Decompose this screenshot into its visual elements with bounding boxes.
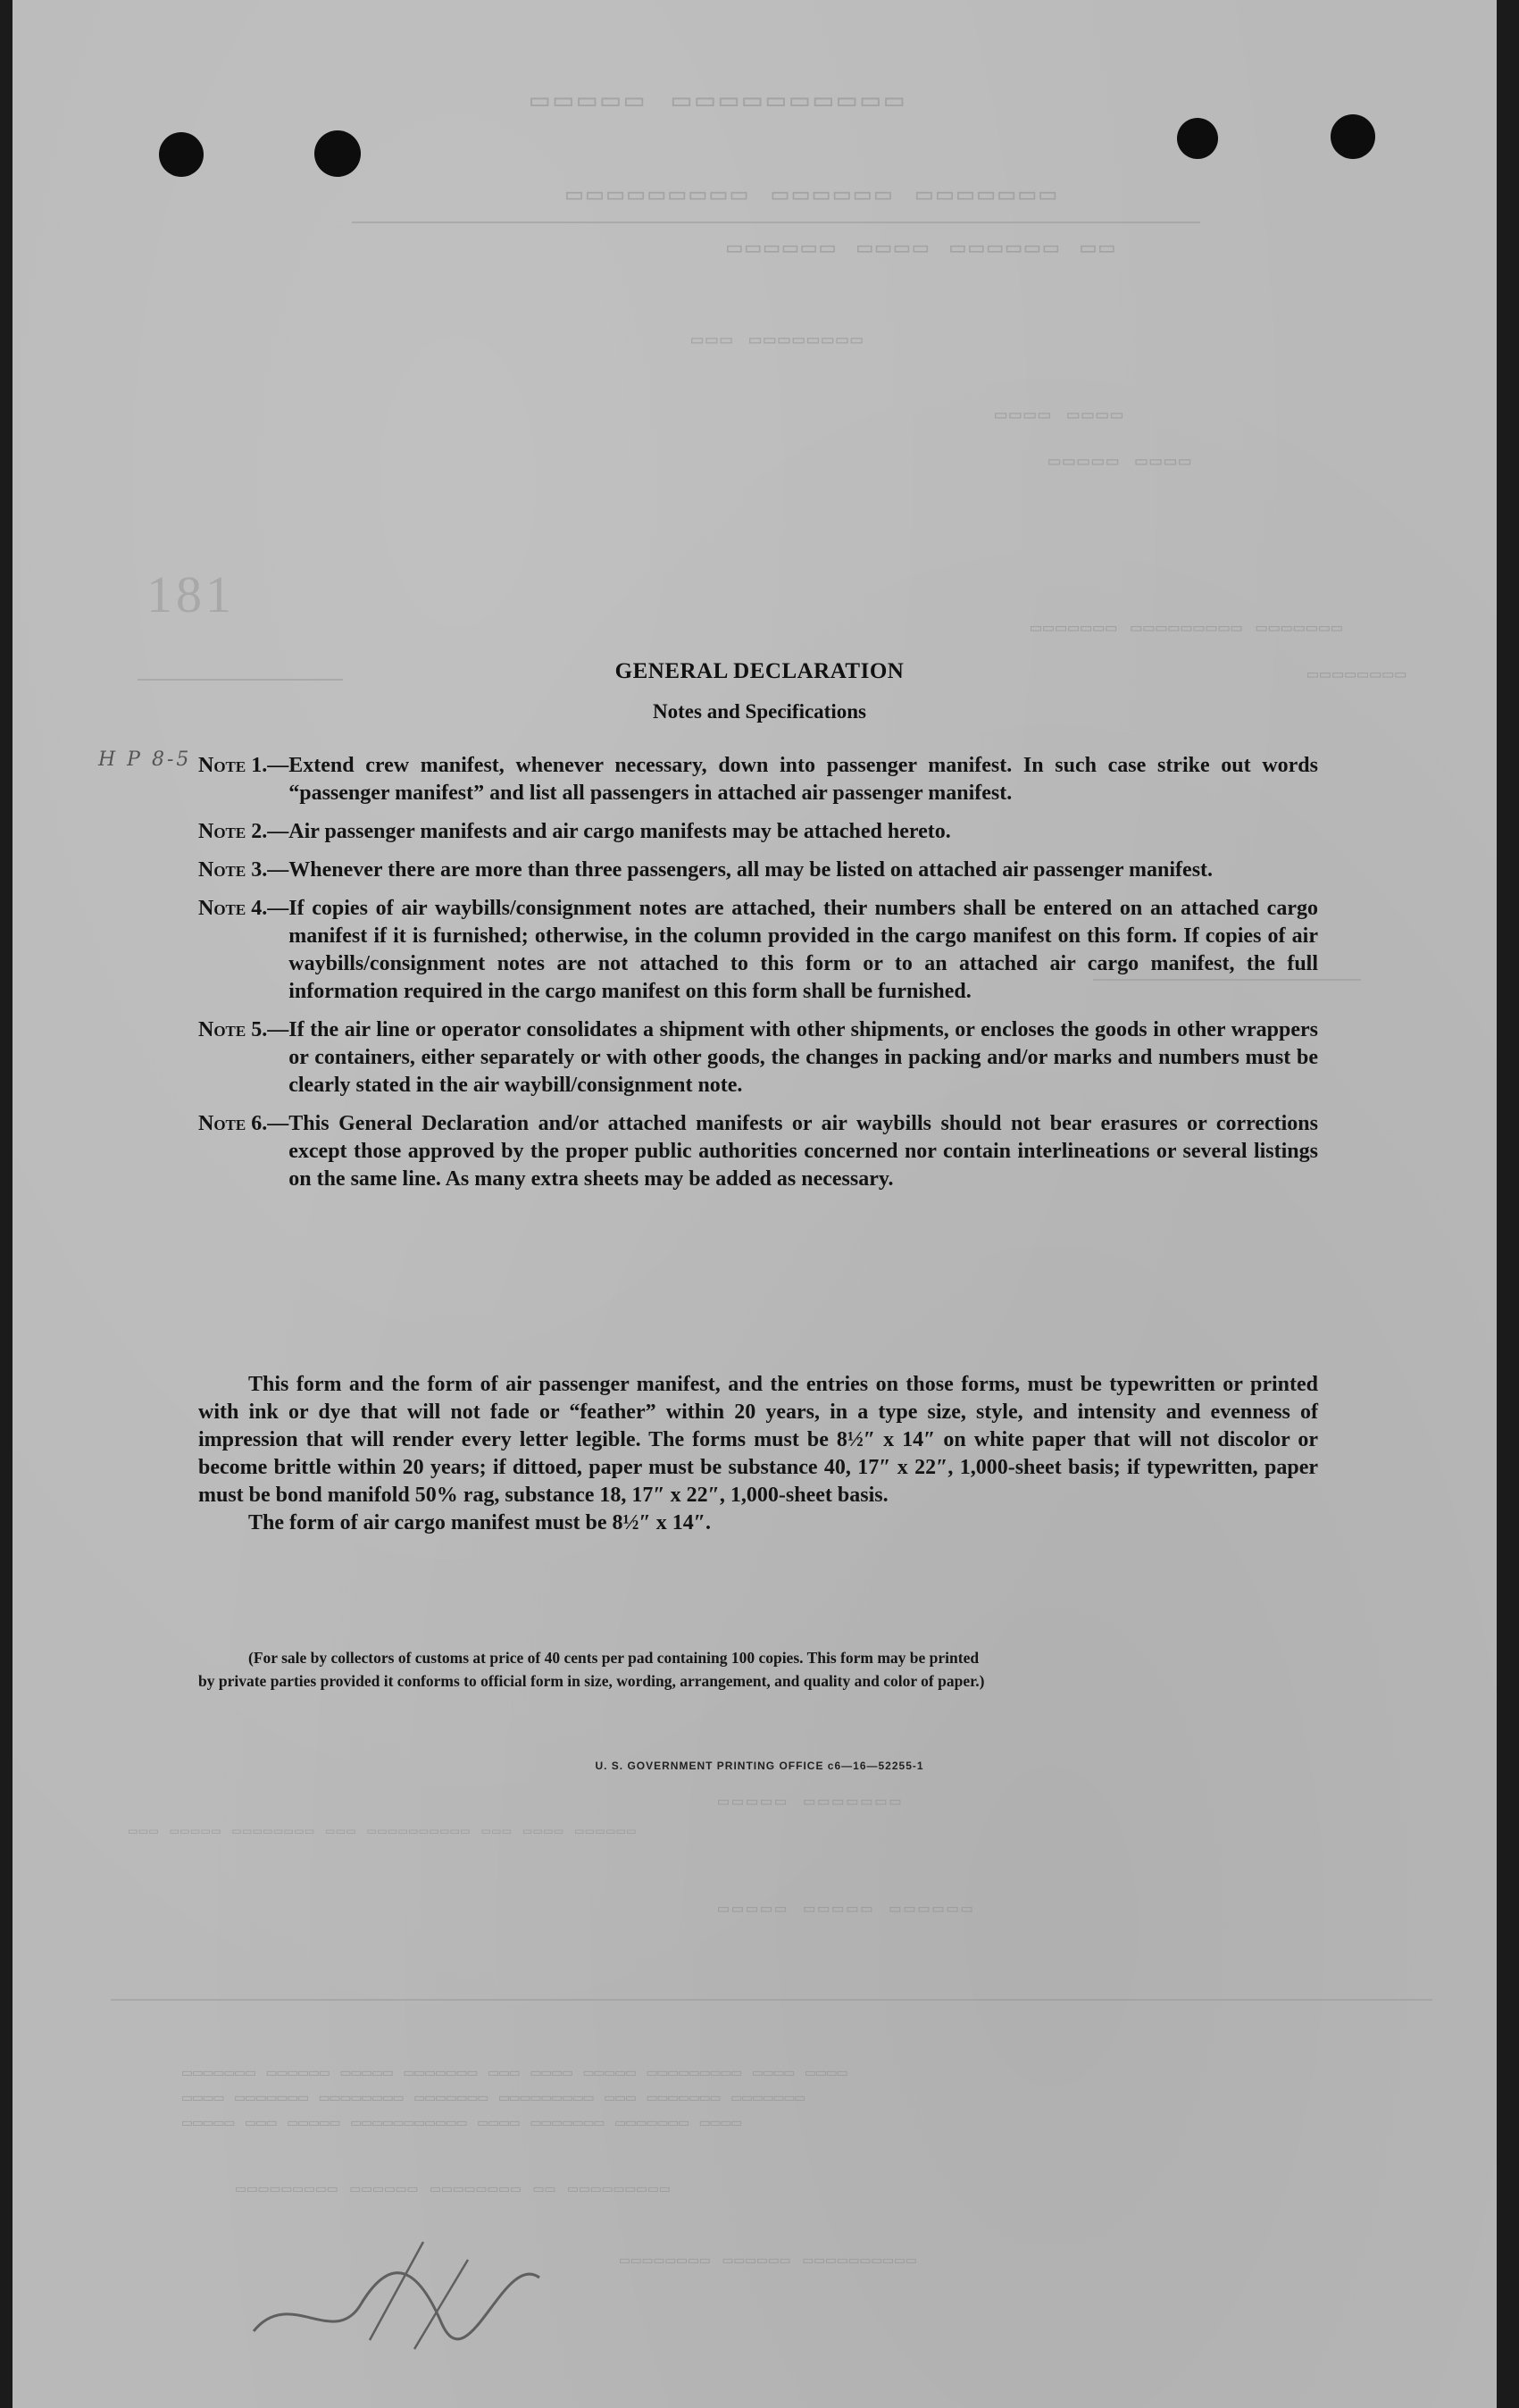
bleed-through-line: ▭▭▭▭▭▭▭ ▭▭▭▭▭▭▭▭▭ ▭▭▭▭▭▭▭ [1031,619,1344,640]
note-label: Note 5.— [198,1018,289,1041]
note-item [198,895,1318,1006]
note-text: If the air line or operator consolidates a shipment with other shipments, or encloses the goods in other wrappers or containers, either separately or with other goods, the changes in packing and/or marks and numbers must be clearly stated in the air waybill/consignment note. [288,1018,1318,1097]
bleed-through-line: ▭▭▭ ▭▭▭▭▭ ▭▭▭▭▭▭▭▭ ▭▭▭ ▭▭▭▭▭▭▭▭▭▭ ▭▭▭ ▭▭▭▭ ▭▭▭▭▭▭ [129,1824,638,1840]
page-subtitle: Notes and Specifications [653,700,866,723]
note-label: Note 6.— [198,1112,289,1135]
bleed-through-line: ▭▭▭▭▭▭▭ ▭▭▭▭▭▭ ▭▭▭▭▭ ▭▭▭▭▭▭▭ ▭▭▭ ▭▭▭▭ ▭▭▭▭▭ ▭▭▭▭▭▭▭▭▭ ▭▭▭▭ ▭▭▭▭ [182,2065,848,2083]
note-text: Air passenger manifests and air cargo manifests may be attached hereto. [288,820,951,843]
bleed-through-line: ▭▭▭▭▭▭▭▭▭ ▭▭▭▭▭▭ ▭▭▭▭▭▭▭▭ ▭▭ ▭▭▭▭▭▭▭▭▭ [236,2181,672,2199]
cargo-manifest-size-text: The form of air cargo manifest must be 8½″ x 14″. [248,1511,711,1534]
bleed-through-line: ▭▭▭▭▭▭▭▭▭ ▭▭▭▭▭▭ ▭▭▭▭▭▭▭ [566,181,1061,212]
bleed-through-line: ▭▭▭▭▭ ▭▭▭ ▭▭▭▭▭ ▭▭▭▭▭▭▭▭▭▭▭ ▭▭▭▭ ▭▭▭▭▭▭▭ ▭▭▭▭▭▭▭ ▭▭▭▭ [182,2115,743,2133]
bleed-through-line: ▭▭▭▭▭▭ ▭▭▭▭ ▭▭▭▭▭▭ ▭▭ [727,236,1118,263]
sale-note-line: (For sale by collectors of customs at price of 40 cents per pad containing 100 copies. This form may be printed [248,1649,980,1667]
punch-hole [314,130,361,177]
bleed-through-line: ▭▭▭▭▭▭▭▭ [1307,665,1408,686]
bleed-through-line: ▭▭▭ ▭▭▭▭▭▭▭▭ [691,330,865,352]
bleed-through-line: ▭▭▭▭▭ ▭▭▭▭▭ ▭▭▭▭▭▭ [718,1900,976,1920]
sale-note-line: by private parties provided it conforms to official form in size, wording, arrangement, and quality and color of paper.) [198,1672,985,1690]
requirements-paragraph [198,1371,1318,1537]
note-item [198,752,1318,807]
page-title: GENERAL DECLARATION [614,659,905,683]
document-page [13,0,1497,2408]
punch-hole [1177,118,1218,159]
sale-note [198,1646,1318,1693]
note-label: Note 4.— [198,897,289,920]
note-item [198,857,1318,884]
bleed-through-header: ▭▭▭▭▭ ▭▭▭▭▭▭▭▭▭▭ [530,86,909,120]
printer-imprint: U. S. GOVERNMENT PRINTING OFFICE c6—16—52255-1 [595,1760,924,1772]
paper-requirements-text: This form and the form of air passenger manifest, and the entries on those forms, must be typewritten or printed with ink or dye that will not fade or “feather” within 20 years, in a type size, style, and intensity and evenness of impression that will render every letter legible. The forms must be 8½″ x 14″ on white paper that will not discolor or become brittle within 20 years; if dittoed, paper must be substance 40, 17″ x 22″, 1,000-sheet basis; if typewritten, paper must be bond manifold 50% rag, substance 18, 17″ x 22″, 1,000-sheet basis. [198,1373,1318,1507]
note-item [198,1016,1318,1099]
note-text: If copies of air waybills/consignment notes are attached, their numbers shall be entered on an attached cargo manifest if it is furnished; otherwise, in the column provided in the cargo manifest on this form. If copies of air waybills/consignment notes are not attached to this form or to an attached air cargo manifest, the full information required in the cargo manifest on this form shall be furnished. [288,897,1318,1003]
note-item [198,1110,1318,1193]
note-label: Note 2.— [198,820,289,843]
bleed-through-rule [352,222,1200,223]
note-item [198,818,1318,846]
note-text: Whenever there are more than three passengers, all may be listed on attached air passenger manifest. [288,858,1214,882]
bleed-through-line: ▭▭▭▭ ▭▭▭▭▭▭▭ ▭▭▭▭▭▭▭▭ ▭▭▭▭▭▭▭ ▭▭▭▭▭▭▭▭▭ ▭▭▭ ▭▭▭▭▭▭▭ ▭▭▭▭▭▭▭ [182,2090,806,2108]
note-text: This General Declaration and/or attached manifests or air waybills should not bear erasures or corrections except those approved by the proper public authorities concerned nor contain interlineations or several listings on the same line. As many extra sheets may be added as necessary. [288,1112,1318,1191]
punch-hole [159,132,204,177]
bleed-through-line: ▭▭▭▭▭▭▭▭ ▭▭▭▭▭▭ ▭▭▭▭▭▭▭▭▭▭ [620,2253,918,2270]
bleed-through-rule [111,1999,1432,2001]
signature-scrawl [236,2224,557,2367]
note-text: Extend crew manifest, whenever necessary, down into passenger manifest. In such case strike out words “passenger manifest” and list all passengers in attached air passenger manifest. [288,754,1318,805]
bleed-through-number: 181 [146,565,235,623]
pencil-annotation: H P 8-5 [98,748,192,771]
note-label: Note 1.— [198,754,289,777]
punch-hole [1331,114,1375,159]
note-label: Note 3.— [198,858,289,882]
bleed-through-line: ▭▭▭▭▭ ▭▭▭▭▭▭▭ [718,1793,905,1813]
bleed-through-line: ▭▭▭▭▭ ▭▭▭▭ [1048,451,1194,473]
notes-list [198,752,1318,1204]
bleed-through-line: ▭▭▭▭ ▭▭▭▭ [995,405,1126,427]
